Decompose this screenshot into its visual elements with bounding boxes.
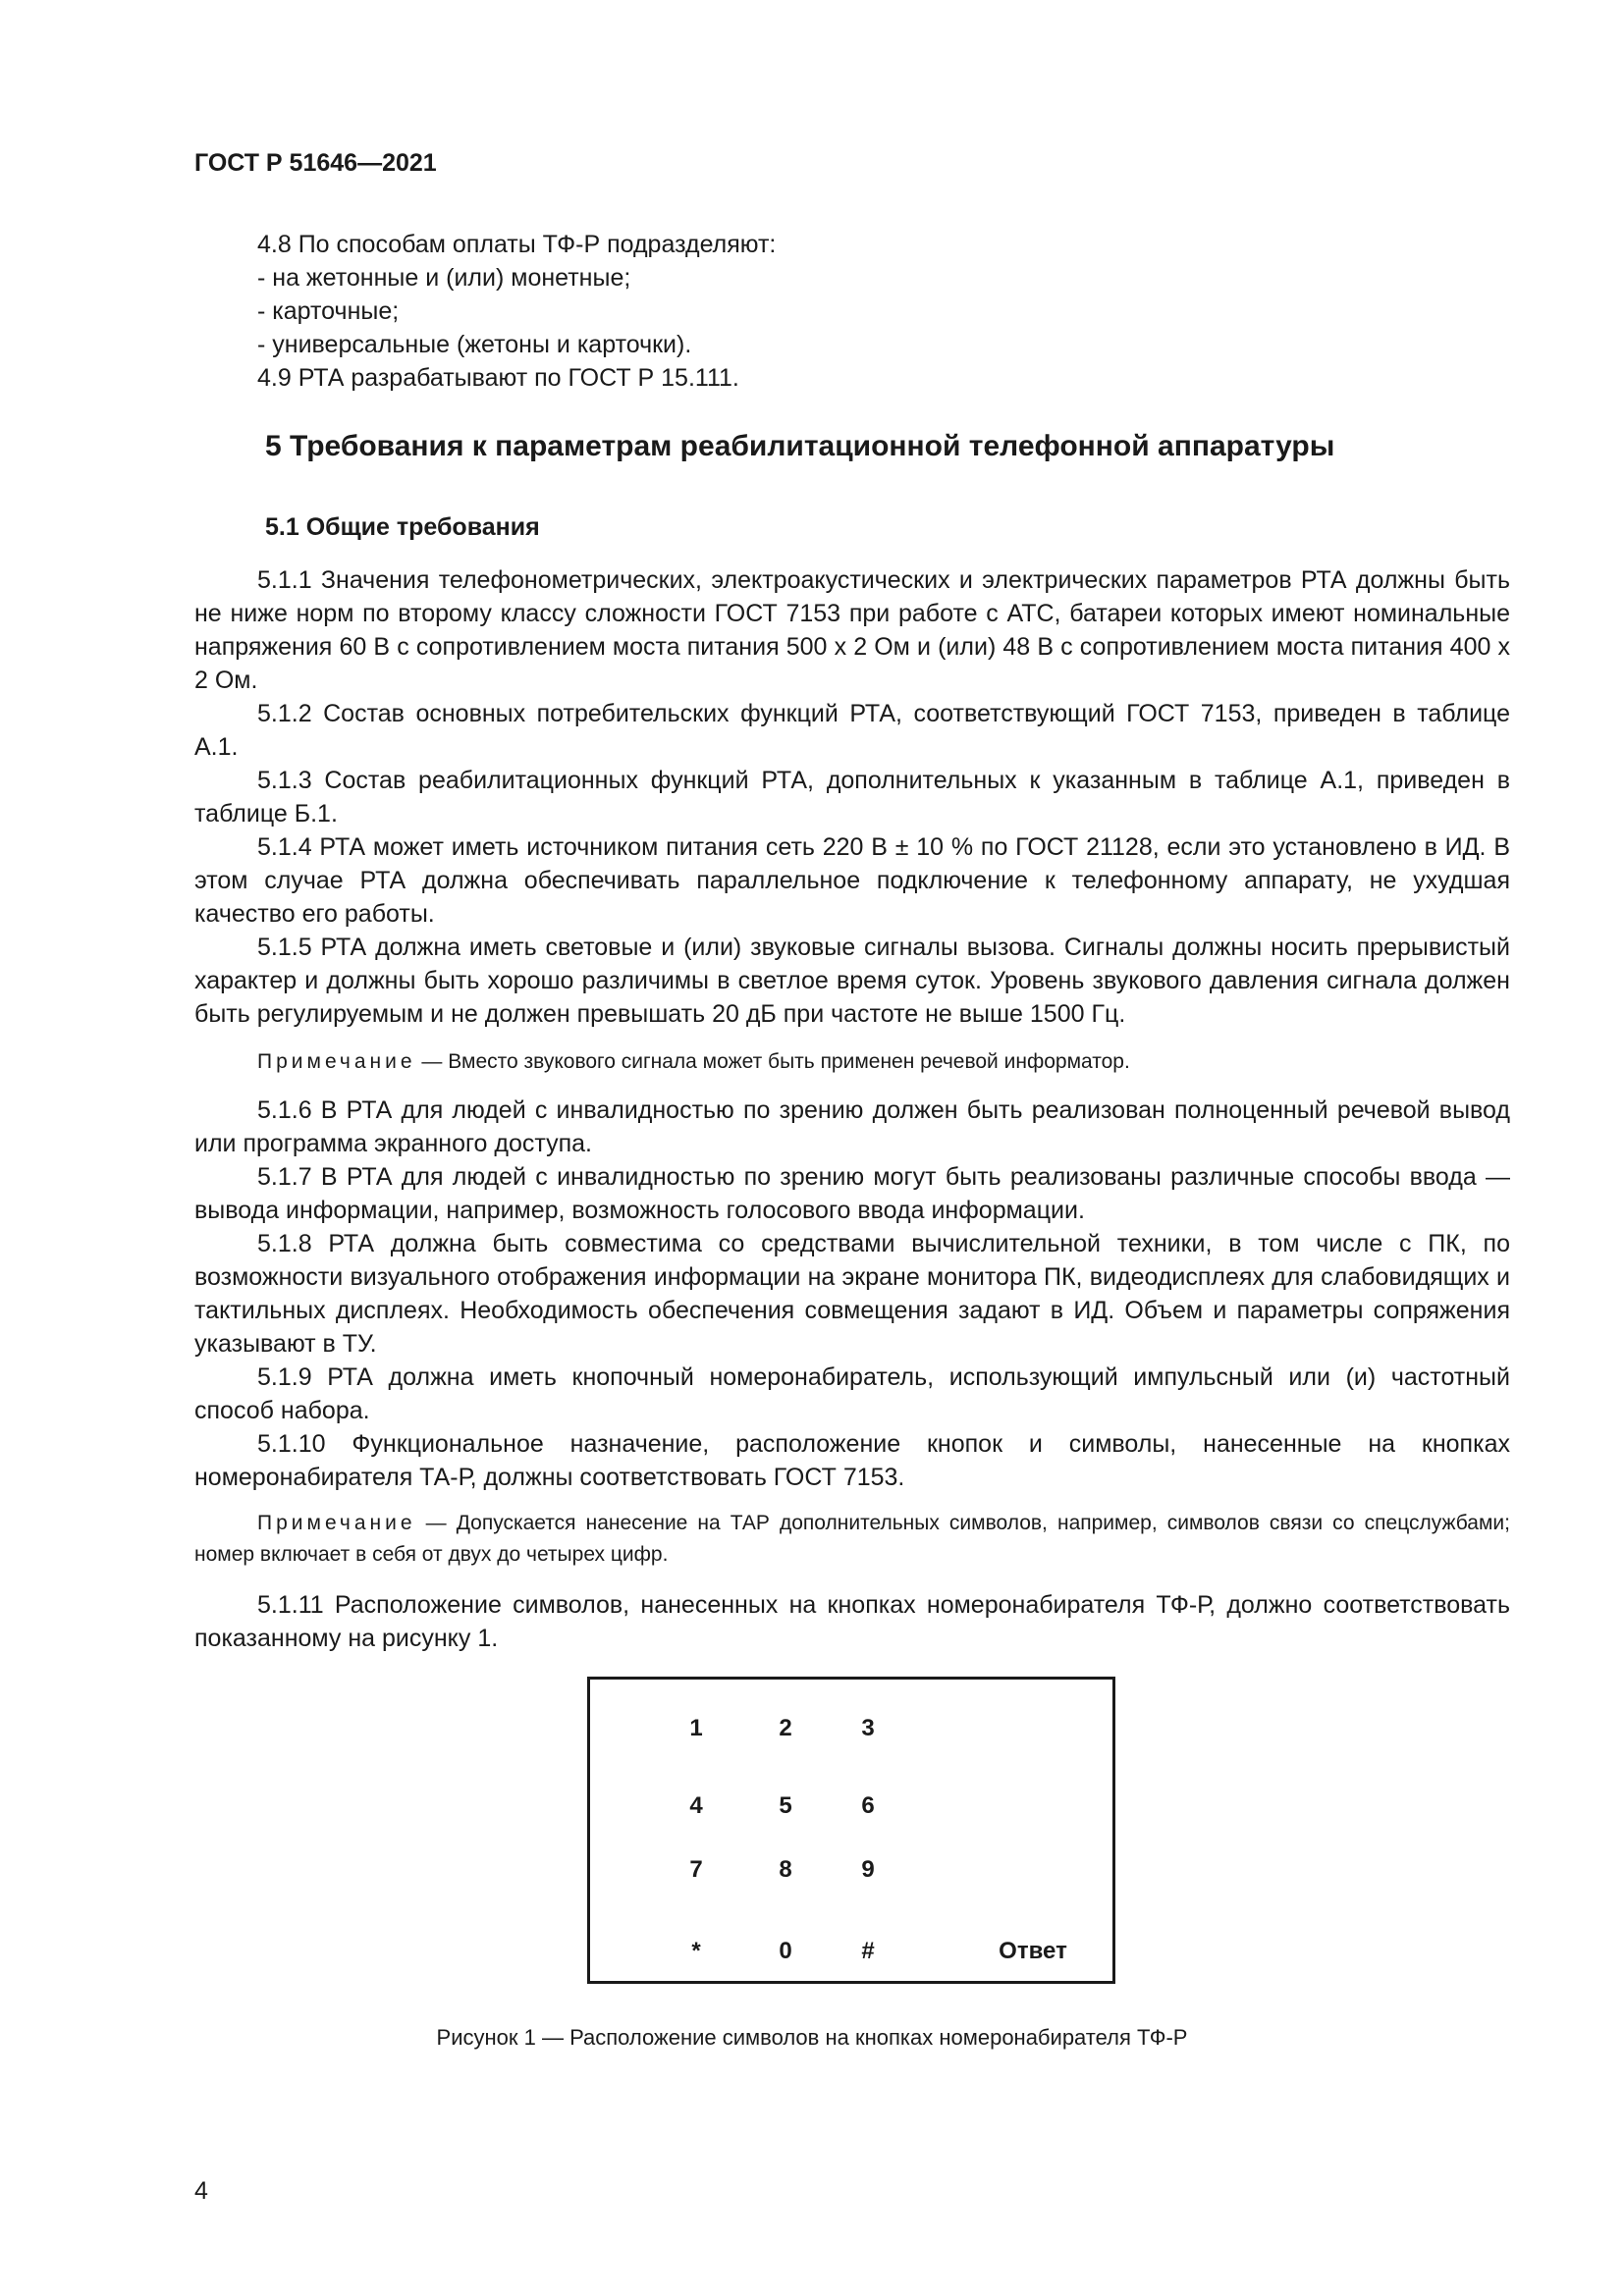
clause-4-8-item-tokens: - на жетонные и (или) монетные; bbox=[257, 264, 631, 292]
note-1-label: Примечание bbox=[257, 1050, 416, 1073]
document-header: ГОСТ Р 51646—2021 bbox=[194, 149, 437, 177]
figure-caption: Рисунок 1 — Расположение символов на кнопках номеронабирателя ТФ-Р bbox=[436, 2025, 1188, 2050]
note-2-text: — Допускается нанесение на ТАР дополнительных символов, например, символов связи со спецслужбами; номер включает в себя от двух до четырех цифр. bbox=[194, 1512, 1510, 1566]
note-1 bbox=[194, 1046, 1510, 1078]
keypad-key-1: 1 bbox=[689, 1715, 703, 1741]
keypad-key-hash: # bbox=[861, 1938, 875, 1964]
keypad-key-4: 4 bbox=[689, 1792, 703, 1819]
paragraph-5-1-9: 5.1.9 РТА должна иметь кнопочный номеронабиратель, использующий импульсный или (и) частотный способ набора. bbox=[194, 1363, 1510, 1424]
clause-4-8-item-universal: - универсальные (жетоны и карточки). bbox=[257, 331, 692, 358]
paragraph-5-1-1: 5.1.1 Значения телефонометрических, электроакустических и электрических параметров РТА должны быть не ниже норм по второму классу сложности ГОСТ 7153 при работе с АТС, батареи которых имеют номинальные напряжения 60 В с сопротивлением моста питания 500 х 2 Ом и (или) 48 В с сопротивлением моста питания 400 х 2 Ом. bbox=[194, 566, 1510, 694]
note-2 bbox=[194, 1508, 1510, 1571]
keypad-key-9: 9 bbox=[861, 1856, 875, 1883]
paragraph-5-1-5: 5.1.5 РТА должна иметь световые и (или) звуковые сигналы вызова. Сигналы должны носить прерывистый характер и должны быть хорошо различимы в светлое время суток. Уровень звукового давления сигнала должен быть регулируемым и не должен превышать 20 дБ при частоте не выше 1500 Гц. bbox=[194, 934, 1510, 1028]
keypad-key-6: 6 bbox=[861, 1792, 875, 1819]
subsection-5-1-title: 5.1 Общие требования bbox=[265, 513, 540, 541]
note-2-label: Примечание bbox=[257, 1512, 416, 1534]
section-5-title: 5 Требования к параметрам реабилитационной телефонной аппаратуры bbox=[265, 430, 1335, 462]
keypad-key-3: 3 bbox=[861, 1715, 875, 1741]
paragraph-5-1-4: 5.1.4 РТА может иметь источником питания сеть 220 В ± 10 % по ГОСТ 21128, если это установлено в ИД. В этом случае РТА должна обеспечивать параллельное подключение к телефонному аппарату, не ухудшая качество его работы. bbox=[194, 833, 1510, 928]
paragraph-5-1-8: 5.1.8 РТА должна быть совместима со средствами вычислительной техники, в том числе с ПК, по возможности визуального отображения информации на экране монитора ПК, видеодисплеях для слабовидящих и тактильных дисплеях. Необходимость обеспечения совмещения задают в ИД. Объем и параметры сопряжения указывают в ТУ. bbox=[194, 1230, 1510, 1358]
paragraph-5-1-7: 5.1.7 В РТА для людей с инвалидностью по зрению могут быть реализованы различные способы ввода — вывода информации, например, возможность голосового ввода информации. bbox=[194, 1163, 1510, 1224]
keypad-key-2: 2 bbox=[779, 1715, 792, 1741]
paragraph-5-1-6: 5.1.6 В РТА для людей с инвалидностью по зрению должен быть реализован полноценный речевой вывод или программа экранного доступа. bbox=[194, 1096, 1510, 1157]
clause-4-9: 4.9 РТА разрабатывают по ГОСТ Р 15.111. bbox=[257, 364, 739, 392]
paragraph-5-1-3: 5.1.3 Состав реабилитационных функций РТА, дополнительных к указанным в таблице А.1, приведен в таблице Б.1. bbox=[194, 767, 1510, 828]
paragraph-5-1-11: 5.1.11 Расположение символов, нанесенных на кнопках номеронабирателя ТФ-Р, должно соответствовать показанному на рисунку 1. bbox=[194, 1591, 1510, 1652]
keypad-key-5: 5 bbox=[779, 1792, 792, 1819]
keypad-key-8: 8 bbox=[779, 1856, 792, 1883]
page-number: 4 bbox=[194, 2177, 208, 2205]
keypad-key-answer: Ответ bbox=[999, 1938, 1067, 1964]
keypad-key-0: 0 bbox=[779, 1938, 792, 1964]
paragraph-5-1-2: 5.1.2 Состав основных потребительских функций РТА, соответствующий ГОСТ 7153, приведен в таблице А.1. bbox=[194, 700, 1510, 761]
paragraph-5-1-10: 5.1.10 Функциональное назначение, расположение кнопок и символы, нанесенные на кнопках номеронабирателя ТА-Р, должны соответствовать ГОСТ 7153. bbox=[194, 1430, 1510, 1491]
keypad-figure bbox=[587, 1677, 1115, 1984]
clause-4-8-intro: 4.8 По способам оплаты ТФ-Р подразделяют: bbox=[257, 231, 777, 258]
clause-4-8-item-cards: - карточные; bbox=[257, 297, 400, 325]
keypad-key-7: 7 bbox=[689, 1856, 703, 1883]
note-1-text: — Вместо звукового сигнала может быть применен речевой информатор. bbox=[415, 1050, 1130, 1073]
keypad-key-star: * bbox=[691, 1938, 701, 1964]
